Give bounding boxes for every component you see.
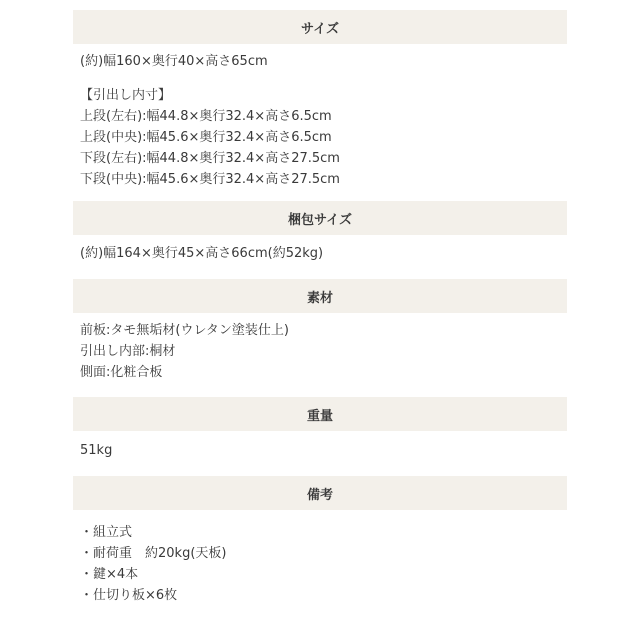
spec-line: 下段(中央):幅45.6×奥行32.4×高さ27.5cm — [80, 172, 340, 187]
section-body-weight — [73, 431, 567, 476]
spec-line: ・鍵×4本 — [80, 567, 139, 582]
spacer — [80, 72, 560, 85]
spec-table — [73, 10, 567, 606]
section-heading-material — [73, 279, 567, 313]
spec-line: 【引出し内寸】 — [80, 88, 172, 103]
spec-line: 下段(左右):幅44.8×奥行32.4×高さ27.5cm — [80, 151, 340, 166]
spec-line: 51kg — [80, 443, 113, 458]
section-body-material — [73, 313, 567, 397]
section-heading-weight — [73, 397, 567, 431]
spec-line: 上段(中央):幅45.6×奥行32.4×高さ6.5cm — [80, 130, 332, 145]
section-heading-size — [73, 10, 567, 44]
section-heading-packing-size — [73, 201, 567, 235]
spec-line: ・仕切り板×6枚 — [80, 588, 178, 603]
spec-line: ・組立式 — [80, 525, 133, 540]
section-body-notes — [73, 510, 567, 606]
section-heading-label: 梱包サイズ — [288, 212, 352, 228]
section-heading-notes — [73, 476, 567, 510]
spec-line: 前板:タモ無垢材(ウレタン塗装仕上) — [80, 323, 290, 338]
section-heading-label: サイズ — [301, 21, 339, 37]
spec-line: ・耐荷重 約20kg(天板) — [80, 546, 227, 561]
spec-line: 引出し内部:桐材 — [80, 344, 176, 359]
section-heading-label: 素材 — [306, 290, 333, 306]
section-heading-label: 重量 — [306, 408, 333, 424]
spec-line: 側面:化粧合板 — [80, 365, 163, 380]
spec-line: (約)幅160×奥行40×高さ65cm — [80, 54, 268, 69]
spec-line: 上段(左右):幅44.8×奥行32.4×高さ6.5cm — [80, 109, 332, 124]
section-body-packing-size — [73, 235, 567, 279]
section-body-size — [73, 44, 567, 201]
spec-line: (約)幅164×奥行45×高さ66cm(約52kg) — [80, 246, 324, 261]
section-heading-label: 備考 — [306, 487, 333, 503]
